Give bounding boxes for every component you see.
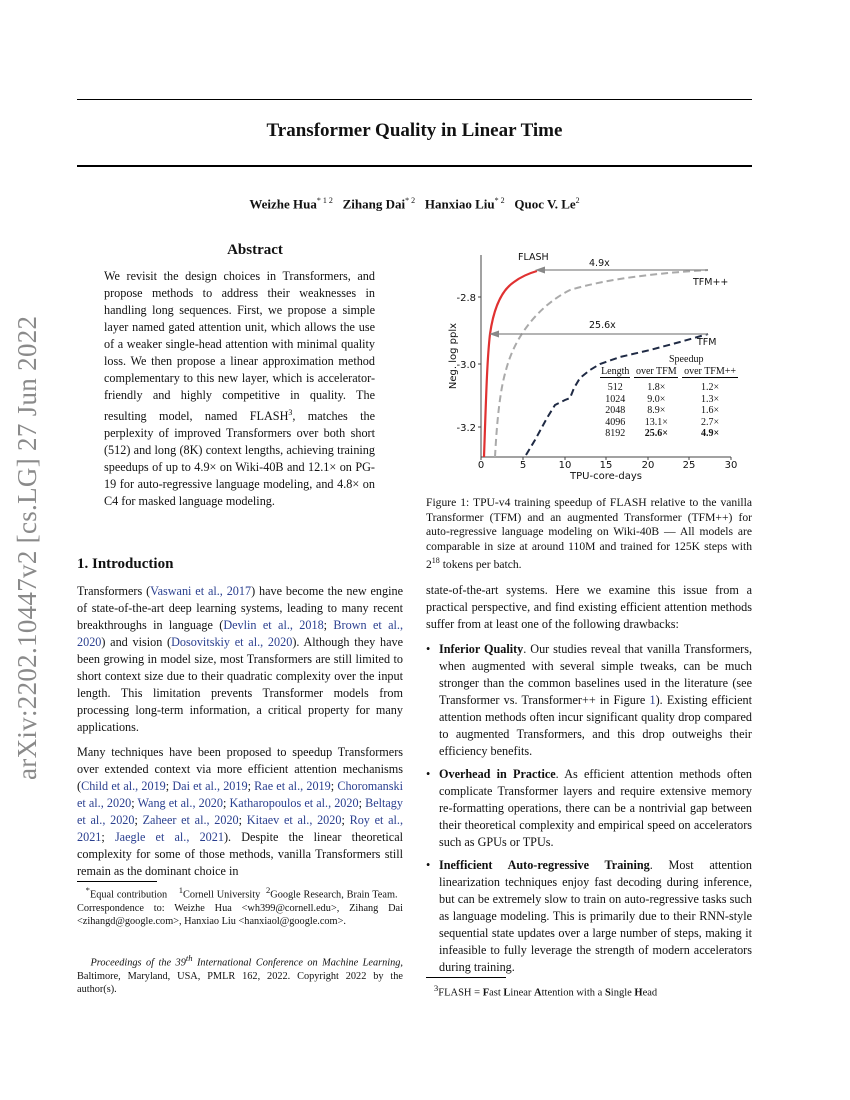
x-axis-label: TPU-core-days bbox=[570, 471, 642, 482]
fn-mark: 1 bbox=[178, 885, 183, 895]
text: th bbox=[185, 953, 193, 963]
list-item bbox=[426, 641, 752, 760]
author-list bbox=[77, 196, 752, 212]
citation-link[interactable]: Katharopoulos et al., 2020 bbox=[229, 796, 359, 810]
y-tick-labels bbox=[456, 293, 481, 434]
svg-text:-3.0: -3.0 bbox=[456, 360, 476, 371]
text: Google Research, Brain Team. bbox=[270, 889, 398, 901]
x-tick-labels bbox=[478, 457, 738, 471]
table-group-header: Speedup bbox=[669, 354, 704, 365]
flash-footnote: $^3$FLASH = Fast Linear Attention with a Single Head bbox=[433, 983, 658, 999]
author-affil: * 1 2 bbox=[316, 196, 333, 205]
text: ). Although they have been growing in model size, most Transformers are still limited to short context size due to their quadratic complexity over the input length. This limitation prevents Transformer models from processing long-term information, a critical property for many applications. bbox=[77, 635, 403, 734]
text: . Our studies reveal that vanilla Transformers, when augmented with several simple tweaks, can be much stronger than the common baselines used in the literature (see Transformer vs. Transformer++ in Figure bbox=[439, 642, 752, 707]
citation-link[interactable]: Dosovitskiy et al., 2020 bbox=[171, 635, 293, 649]
fn-mark: 2 bbox=[265, 885, 271, 895]
text: Figure 1: TPU-v4 training speedup of FLASH relative to the vanilla Transformer (TFM) and an augmented Transformer (TFM++) for auto-regressive language modeling on Wiki-40B — All models are comparable in size at around 110M and trained for 125K steps with 2 bbox=[426, 496, 752, 571]
text: . As efficient attention methods often complicate Transformer layers and require extensive memory re-formatting operations, there can be a nontrivial gap between their theoretical complexity and empirical speed on accelerators such as GPUs or TPUs. bbox=[439, 767, 752, 849]
section-heading: 1. Introduction bbox=[77, 556, 174, 572]
table-row: 8192 25.6× 4.9× bbox=[605, 428, 720, 439]
svg-text:TFM: TFM bbox=[697, 337, 717, 348]
svg-text:TFM++: TFM++ bbox=[693, 277, 729, 288]
table-row: 1024 9.0× 1.3× bbox=[605, 393, 720, 405]
citation-link[interactable]: Zaheer et al., 2020 bbox=[142, 813, 239, 827]
title-bottom-rule bbox=[77, 165, 752, 167]
citation-link[interactable]: Jaegle et al., 2021 bbox=[114, 830, 224, 844]
speedup-table bbox=[596, 354, 742, 440]
text: ). Existing efficient attention methods often incur significant quality drop compared to augmented Transformers, and this drop outweighs their efficiency benefits. bbox=[439, 693, 753, 758]
author-affil: 2 bbox=[575, 196, 580, 205]
fn-mark: * bbox=[85, 885, 90, 895]
correspondence-text: Correspondence to: Weizhe Hua <wh399@cornell.edu>, Zihang Dai <zihangd@google.com>, Hanxiao Liu <hanxiaol@google.com>. bbox=[77, 902, 403, 928]
svg-text:-2.8: -2.8 bbox=[456, 293, 476, 304]
abstract-text: , matches the perplexity of improved Transformers over both short (512) and long (8K) context lengths, achieving training speedups of up to 4.9× on Wiki-40B and 12.1× on PG-19 for auto-regressive language modeling, and 4.8× on C4 for masked language modeling. bbox=[104, 409, 375, 509]
citation-link[interactable]: Devlin et al., 2018 bbox=[223, 618, 324, 632]
author-name: Weizhe Hua bbox=[249, 196, 317, 212]
text: International Conference on Machine Learning bbox=[192, 957, 401, 969]
intro-continued-paragraph: state-of-the-art systems. Here we examine this issue from a practical perspective, and find existing efficient attention methods suffer from at least one of the following drawbacks: bbox=[426, 583, 752, 631]
affiliation-footnote bbox=[77, 884, 403, 929]
abstract-text: We revisit the design choices in Transformers, and propose methods to address their weaknesses in handling long sequences. First, we propose a simple layer named gated attention unit, which allows the use of a weaker single-head attention with minimal quality loss. We then propose a linear approximation method complementary to this new layer, which is accelerator-friendly and highly competitive in quality. The resulting model, named FLASH bbox=[104, 269, 375, 424]
svg-text:-3.2: -3.2 bbox=[456, 423, 476, 434]
title-top-rule bbox=[77, 99, 752, 100]
footnote-rule bbox=[77, 881, 157, 882]
text: Many techniques have been proposed to speedup Transformers over extended context via more efficient attention mechanisms ( bbox=[77, 745, 403, 793]
table-row: 512 1.8× 1.2× bbox=[607, 382, 720, 393]
citation-link[interactable]: Brown et al., 2020 bbox=[77, 618, 404, 649]
text: Proceedings of the bbox=[90, 957, 176, 969]
svg-text:0: 0 bbox=[477, 460, 485, 471]
abstract-heading: Abstract bbox=[227, 242, 283, 258]
column-header: over TFM++ bbox=[684, 365, 737, 377]
y-axis-label: Neg. log pplx bbox=[448, 322, 459, 390]
author-affil: * 2 bbox=[405, 196, 416, 205]
proceedings-footnote bbox=[77, 952, 403, 997]
paper-title: Transformer Quality in Linear Time bbox=[266, 120, 563, 141]
citation-link[interactable]: Vaswani et al., 2017 bbox=[150, 584, 252, 598]
svg-text:4.9x: 4.9x bbox=[589, 258, 610, 269]
author-name: Hanxiao Liu bbox=[424, 196, 495, 212]
intro-paragraph-1 bbox=[77, 583, 403, 736]
svg-text:15: 15 bbox=[599, 460, 613, 471]
svg-text:25: 25 bbox=[682, 460, 696, 471]
text: ). Despite the linear theoretical complexity for some of those methods, vanilla Transformers still remain as the dominant choice in bbox=[77, 830, 404, 878]
text: . Most attention linearization techniques enjoy fast decoding during inference, but can be extremely slow to train on auto-regressive tasks such as language modeling. This is primarily due to their RNN-style sequential state updates over a large number of steps, making it infeasible to fully leverage the strength of modern accelerators during training. bbox=[439, 858, 752, 974]
text: ) and vision ( bbox=[101, 635, 172, 649]
text: Cornell University bbox=[182, 889, 261, 901]
bullet-title: Inefficient Auto-regressive Training bbox=[439, 858, 650, 872]
drawbacks-list bbox=[426, 641, 752, 976]
author-name: Quoc V. Le bbox=[514, 196, 576, 212]
text: 18 bbox=[431, 556, 440, 565]
citation-link[interactable]: Rae et al., 2019 bbox=[254, 779, 331, 793]
column-header: over TFM bbox=[635, 365, 677, 377]
author-affil: * 2 bbox=[494, 196, 505, 205]
svg-text:5: 5 bbox=[519, 460, 527, 471]
abstract-body bbox=[104, 268, 375, 510]
text: ; bbox=[323, 618, 334, 632]
svg-text:25.6x: 25.6x bbox=[589, 320, 616, 331]
flash-curve bbox=[484, 271, 537, 457]
citation-link[interactable]: Child et al., 2019 bbox=[81, 779, 166, 793]
intro-continued bbox=[426, 582, 752, 982]
text: , Baltimore, Maryland, USA, PMLR 162, 2022. Copyright 2022 by the author(s). bbox=[77, 957, 403, 996]
footnote-ref[interactable]: 3 bbox=[288, 408, 293, 417]
text: Transformers ( bbox=[77, 584, 151, 598]
svg-text:30: 30 bbox=[724, 460, 738, 471]
figure-caption bbox=[426, 496, 752, 572]
introduction-section bbox=[77, 556, 403, 880]
text: Equal contribution bbox=[89, 889, 168, 901]
citation-link[interactable]: Choromanski et al., 2020 bbox=[77, 779, 403, 810]
list-item bbox=[426, 857, 752, 976]
citation-link[interactable]: Roy et al., 2021 bbox=[77, 813, 404, 844]
bullet-title: Inferior Quality bbox=[439, 642, 524, 656]
text: ) have become the new engine of state-of-the-art deep learning systems, leading to many recent breakthroughs in language ( bbox=[77, 584, 404, 632]
citation-link[interactable]: Wang et al., 2020 bbox=[137, 796, 223, 810]
svg-text:FLASH: FLASH bbox=[518, 252, 549, 263]
citation-link[interactable]: Dai et al., 2019 bbox=[172, 779, 248, 793]
list-item bbox=[426, 766, 752, 851]
intro-paragraph-2: Many techniques have been proposed to speedup Transformers over extended context via more efficient attention mechanisms (Child et al., 2019; Dai et al., 2019; Rae et al., 2019; Choromanski et al., 2020; Wang et al., 2020; Katharopoulos et al., 2020; Beltagy et al., 2020; Zaheer et al., 2020; Kitaev et al., 2020; Roy et al., 2021; Jaegle et al., 2021). Despite the linear theoretical complexity for some of those methods, vanilla Transformers still remain as the dominant choice in bbox=[77, 745, 404, 878]
svg-text:20: 20 bbox=[641, 460, 655, 471]
text: tokens per batch. bbox=[439, 557, 522, 571]
column-header: Length bbox=[601, 365, 630, 377]
footnote-rule bbox=[426, 977, 506, 978]
fn-mark: 3 bbox=[433, 983, 439, 993]
figure-ref-link[interactable]: 1 bbox=[649, 693, 656, 707]
table-row: 4096 13.1× 2.7× bbox=[605, 416, 720, 428]
citation-link[interactable]: Beltagy et al., 2020 bbox=[77, 796, 403, 827]
table-row: 2048 8.9× 1.6× bbox=[605, 405, 720, 416]
citation-link[interactable]: Kitaev et al., 2020 bbox=[246, 813, 342, 827]
author-name: Zihang Dai bbox=[342, 196, 406, 212]
text: 39 bbox=[175, 957, 186, 969]
svg-text:10: 10 bbox=[558, 460, 572, 471]
bullet-title: Overhead in Practice bbox=[439, 767, 556, 781]
arxiv-stamp: arXiv:2202.10447v2 [cs.LG] 27 Jun 2022 bbox=[12, 315, 42, 780]
